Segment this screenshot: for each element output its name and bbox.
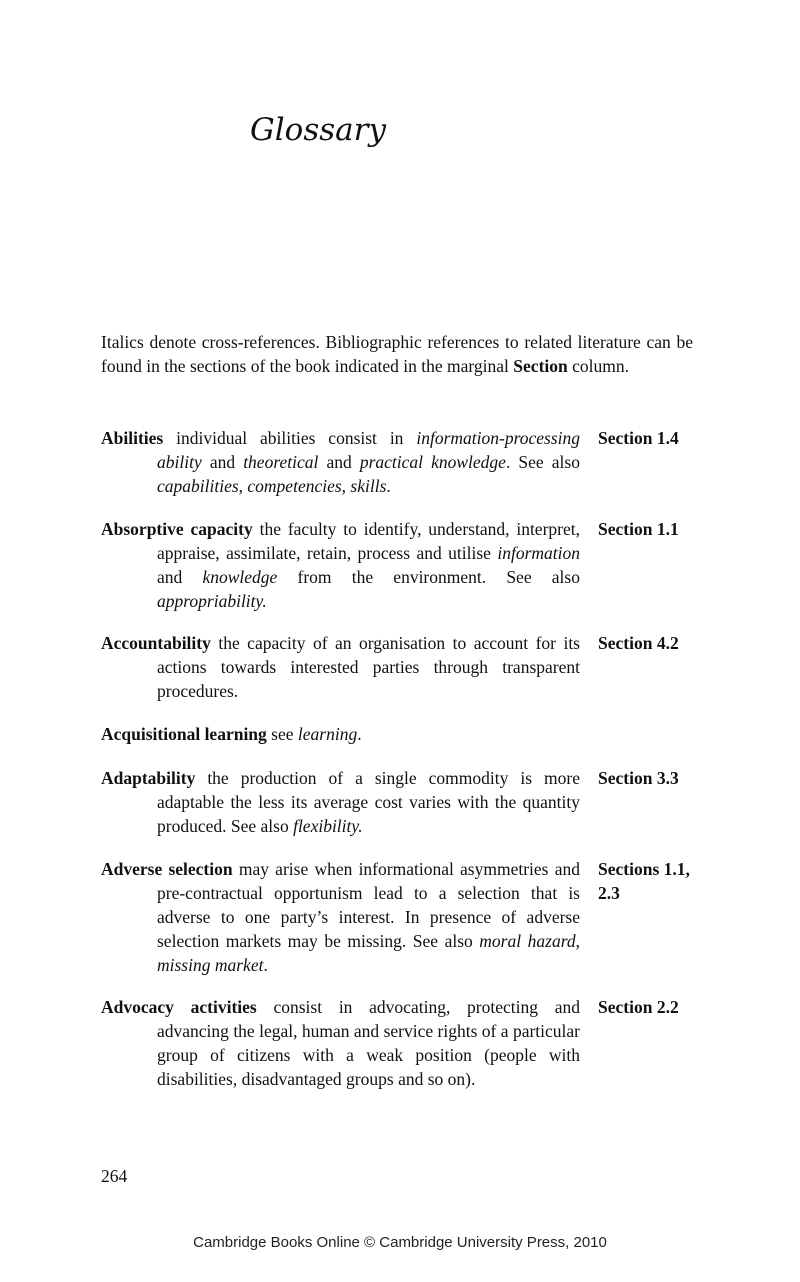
entry-text: consist in advocating, protecting and advancing the legal, human and service rights of a particular group of citizens with a weak position (people with disabilities, disadvantaged groups and so on).	[157, 997, 580, 1089]
entry-term: Accountability	[101, 633, 211, 653]
glossary-entry-accountability	[101, 631, 580, 703]
intro-text-end: column.	[567, 356, 629, 376]
entry-xref: competencies	[247, 476, 342, 496]
entry-xref: theoretical	[243, 452, 319, 472]
entry-term: Abilities	[101, 428, 164, 448]
entry-xref: practical knowledge	[359, 452, 506, 472]
entry-term: Absorptive capacity	[101, 519, 253, 539]
entry-text: the faculty to identify, understand, interpret, appraise, assimilate, retain, process and utilise	[157, 519, 580, 563]
entry-text: . See also	[505, 452, 580, 472]
section-ref: Section 1.1	[598, 519, 679, 539]
glossary-entry-acquisitional-learning	[101, 722, 580, 746]
page-number: 264	[101, 1166, 128, 1186]
entry-text: and	[157, 567, 203, 587]
intro-text: Italics denote cross-references. Bibliographic references to related literature can be found in the sections of the book indicated in the marginal	[101, 332, 693, 376]
entry-xref: learning	[297, 724, 358, 744]
copyright-footer: Cambridge Books Online © Cambridge University Press, 2010	[193, 1234, 607, 1251]
entry-xref: capabilities	[157, 476, 239, 496]
entry-text: see	[266, 724, 298, 744]
section-ref	[598, 857, 708, 905]
entry-term: Acquisitional learning	[101, 724, 267, 744]
glossary-entry-advocacy-activities	[101, 995, 580, 1091]
glossary-entry-adaptability	[101, 766, 580, 838]
section-ref: Section 1.4	[598, 428, 679, 448]
entry-term: Adverse selection	[101, 859, 233, 879]
section-ref: Section 4.2	[598, 633, 679, 653]
entry-text: from the environment. See also	[277, 567, 580, 587]
glossary-entry-adverse-selection	[101, 857, 580, 977]
entry-text: ,	[575, 931, 580, 951]
entry-xref: information-processing ability	[157, 428, 580, 472]
entry-term: Adaptability	[101, 768, 196, 788]
entry-text: ,	[238, 476, 248, 496]
page-title: Glossary	[250, 112, 386, 148]
section-ref: Section 3.3	[598, 768, 679, 788]
entry-text: .	[386, 476, 391, 496]
entry-text: and	[201, 452, 244, 472]
entry-xref: moral hazard	[479, 931, 576, 951]
glossary-entry-abilities	[101, 426, 580, 498]
entry-text: .	[263, 955, 268, 975]
entry-text: may arise when informational asymmetries and pre-contractual opportunism lead to a selection that is adverse to one party’s interest. In presence of adverse selection markets may be missing. See also	[157, 859, 580, 951]
intro-bold-word: Section	[513, 356, 568, 376]
entry-xref: appropriability.	[157, 591, 267, 611]
entry-text: .	[357, 724, 362, 744]
entry-xref: information	[497, 543, 580, 563]
entry-xref: skills	[350, 476, 387, 496]
entry-term: Advocacy activities	[101, 997, 257, 1017]
section-ref-line1: Sections 1.1,	[598, 859, 690, 879]
entry-xref: missing market	[157, 955, 264, 975]
entry-text: ,	[341, 476, 351, 496]
entry-xref: knowledge	[202, 567, 278, 587]
section-ref: Section 2.2	[598, 997, 679, 1017]
entry-text: and	[318, 452, 360, 472]
entry-xref: flexibility.	[293, 816, 363, 836]
glossary-entry-absorptive-capacity	[101, 517, 580, 613]
section-ref-line2: 2.3	[598, 883, 620, 903]
entry-text: the production of a single commodity is more adaptable the less its average cost varies with the quantity produced. See also	[157, 768, 580, 836]
entry-text: individual abilities consist in	[163, 428, 417, 448]
entry-text: the capacity of an organisation to account for its actions towards interested parties through transparent procedures.	[157, 633, 580, 701]
intro-paragraph	[101, 330, 693, 378]
